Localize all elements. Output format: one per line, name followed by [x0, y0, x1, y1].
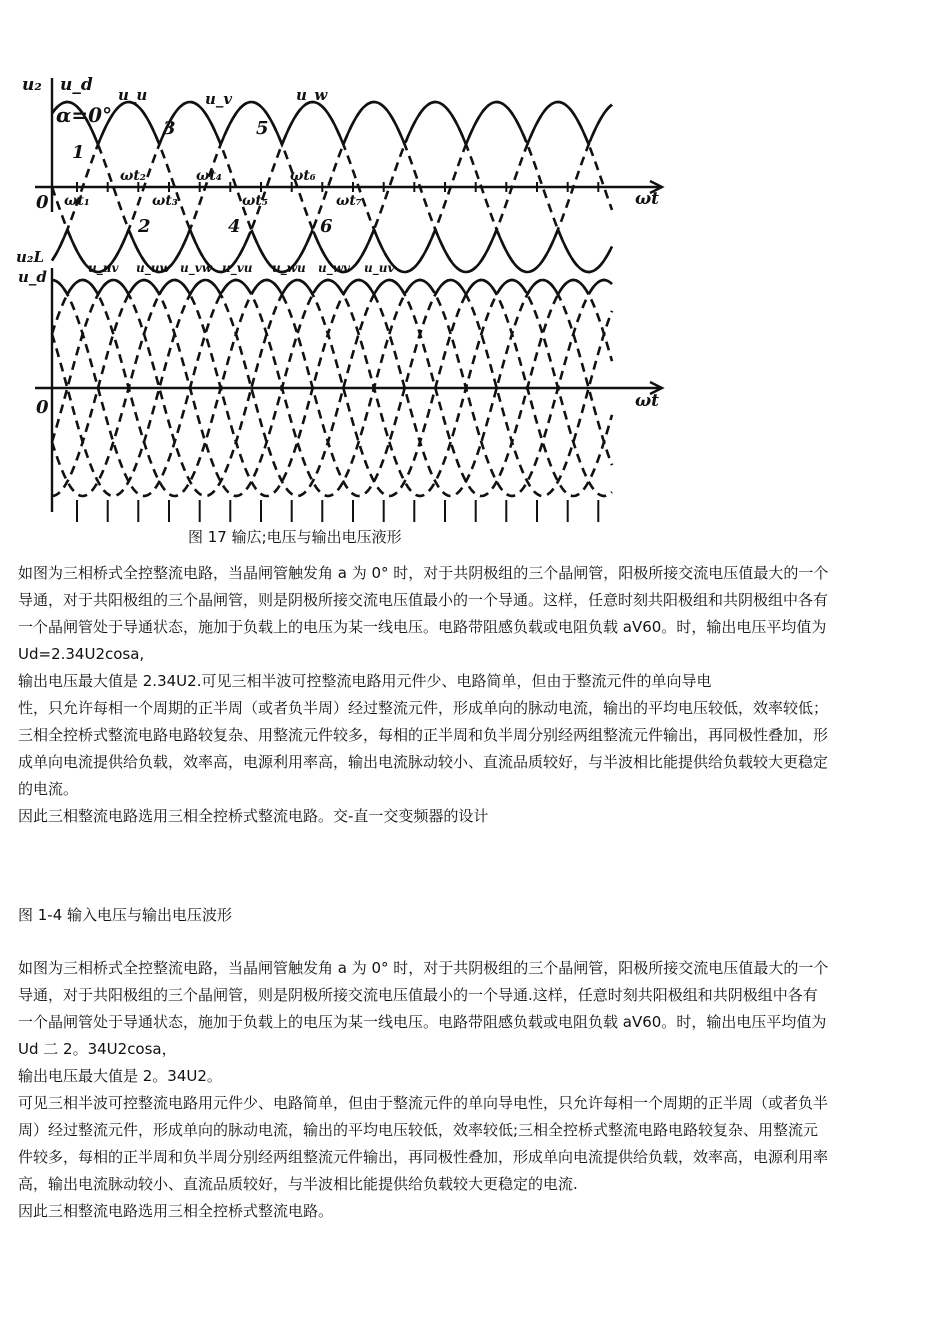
label-u2l: u₂L: [16, 248, 45, 266]
label-n2: 2: [138, 216, 151, 237]
label-uv: u_v: [205, 90, 233, 108]
label-n5: 5: [256, 118, 269, 139]
paragraph-line: Ud=2.34U2cosa,: [18, 645, 145, 663]
waveform-figure: [0, 0, 950, 560]
paragraph-line: Ud 二 2。34U2cosa，: [18, 1040, 177, 1058]
section-2-body: [18, 955, 934, 1225]
paragraph-line: 导通，对于共阳极组的三个晶闸管，则是阴极所接交流电压值最小的一个导通.这样，任意时刻共阳极组和共阴极组中各有: [18, 986, 818, 1004]
label-wt6: ωt₆: [290, 168, 316, 184]
paragraph-line: 性，只允许每相一个周期的正半周（或者负半周）经过整流元件，形成单向的脉动电流，输出的平均电压较低，效率较低；: [18, 699, 829, 717]
label-wt7: ωt₇: [336, 193, 362, 209]
label-wt5: ωt₅: [242, 193, 268, 209]
section-2-title: 图 1-4 输入电压与输出电压波形: [18, 906, 233, 924]
label-n6: 6: [320, 216, 333, 237]
section-1-body: [18, 560, 934, 830]
label-u2: u₂: [22, 75, 42, 95]
paragraph-line: 一个晶闸管处于导通状态，施加于负载上的电压为某一线电压。电路带阻感负载或电阻负载 aV60。时，输出电压平均值为: [18, 1013, 827, 1031]
label-uw: u_w: [296, 86, 328, 104]
paragraph-line: 件较多，每相的正半周和负半周分别经两组整流元件输出，再同极性叠加，形成单向电流提供给负载，效率高，电源利用率: [18, 1148, 829, 1166]
label-alpha: α=0°: [56, 103, 113, 127]
label-wt4: ωt₄: [196, 168, 222, 184]
paragraph-line: 输出电压最大值是 2。34U2。: [18, 1067, 222, 1085]
label-u-wu: u_wu: [272, 261, 306, 275]
label-u-uv-2: u_uv: [364, 261, 395, 275]
paragraph-line: 一个晶闸管处于导通状态，施加于负载上的电压为某一线电压。电路带阻感负载或电阻负载 aV60。时，输出电压平均值为: [18, 618, 827, 636]
label-u-uv: u_uv: [88, 261, 119, 275]
paragraph-line: 如图为三相桥式全控整流电路，当晶闸管触发角 a 为 0° 时，对于共阴极组的三个晶闸管，阳极所接交流电压值最大的一个: [18, 959, 829, 977]
label-u-vw: u_vw: [180, 261, 213, 275]
paragraph-line: 输出电压最大值是 2.34U2.可见三相半波可控整流电路用元件少、电路简单，但由于整流元件的单向导电: [18, 672, 712, 690]
label-zero-lower: 0: [36, 397, 49, 418]
label-u-vu: u_vu: [222, 261, 253, 275]
paragraph-line: 因此三相整流电路选用三相全控桥式整流电路。: [18, 1202, 334, 1220]
paragraph-line: 高，输出电流脉动较小、直流品质较好，与半波相比能提供给负载较大更稳定的电流.: [18, 1175, 578, 1193]
paragraph-line: 因此三相整流电路选用三相全控桥式整流电路。交-直一交变频器的设计: [18, 807, 489, 825]
label-wt3: ωt₃: [152, 193, 178, 209]
paragraph-line: 的电流。: [18, 780, 79, 798]
label-n3: 3: [163, 118, 176, 139]
label-u-uw: u_uw: [136, 261, 170, 275]
paragraph-line: 可见三相半波可控整流电路用元件少、电路简单，但由于整流元件的单向导电性，只允许每相一个周期的正半周（或者负半: [18, 1094, 829, 1112]
label-ud-lower: u_d: [18, 268, 47, 286]
label-n4: 4: [228, 216, 241, 237]
label-omega-t-upper: ωt: [635, 189, 660, 209]
label-wt1: ωt₁: [64, 193, 90, 209]
label-ud: u_d: [60, 75, 93, 95]
paragraph-line: 三相全控桥式整流电路电路较复杂、用整流元件较多，每相的正半周和负半周分别经两组整流元件输出，再同极性叠加，形: [18, 726, 829, 744]
positive-envelope: [52, 102, 612, 145]
label-wt2: ωt₂: [120, 168, 146, 184]
paragraph-line: 成单向电流提供给负载，效率高，电源利用率高，输出电流脉动较小、直流品质较好，与半波相比能提供给负载较大更稳定: [18, 753, 829, 771]
paragraph-line: 导通，对于共阳极组的三个晶闸管，则是阴极所接交流电压值最小的一个导通。这样，任意时刻共阳极组和共阴极组中各有: [18, 591, 829, 609]
paragraph-line: 如图为三相桥式全控整流电路，当晶闸管触发角 a 为 0° 时，对于共阴极组的三个晶闸管，阳极所接交流电压值最大的一个: [18, 564, 829, 582]
paragraph-line: 周）经过整流元件，形成单向的脉动电流，输出的平均电压较低，效率较低;三相全控桥式整流电路电路较复杂、用整流元: [18, 1121, 819, 1139]
figure-caption: 图 17 输広;电压与输出电压液形: [188, 528, 402, 546]
label-omega-t-lower: ωt: [635, 391, 660, 411]
label-u-wv: u_wv: [318, 261, 351, 275]
label-uu: u_u: [118, 86, 148, 104]
line-voltage-envelope: [52, 280, 612, 295]
label-n1: 1: [72, 142, 85, 163]
label-zero-upper: 0: [36, 192, 49, 213]
